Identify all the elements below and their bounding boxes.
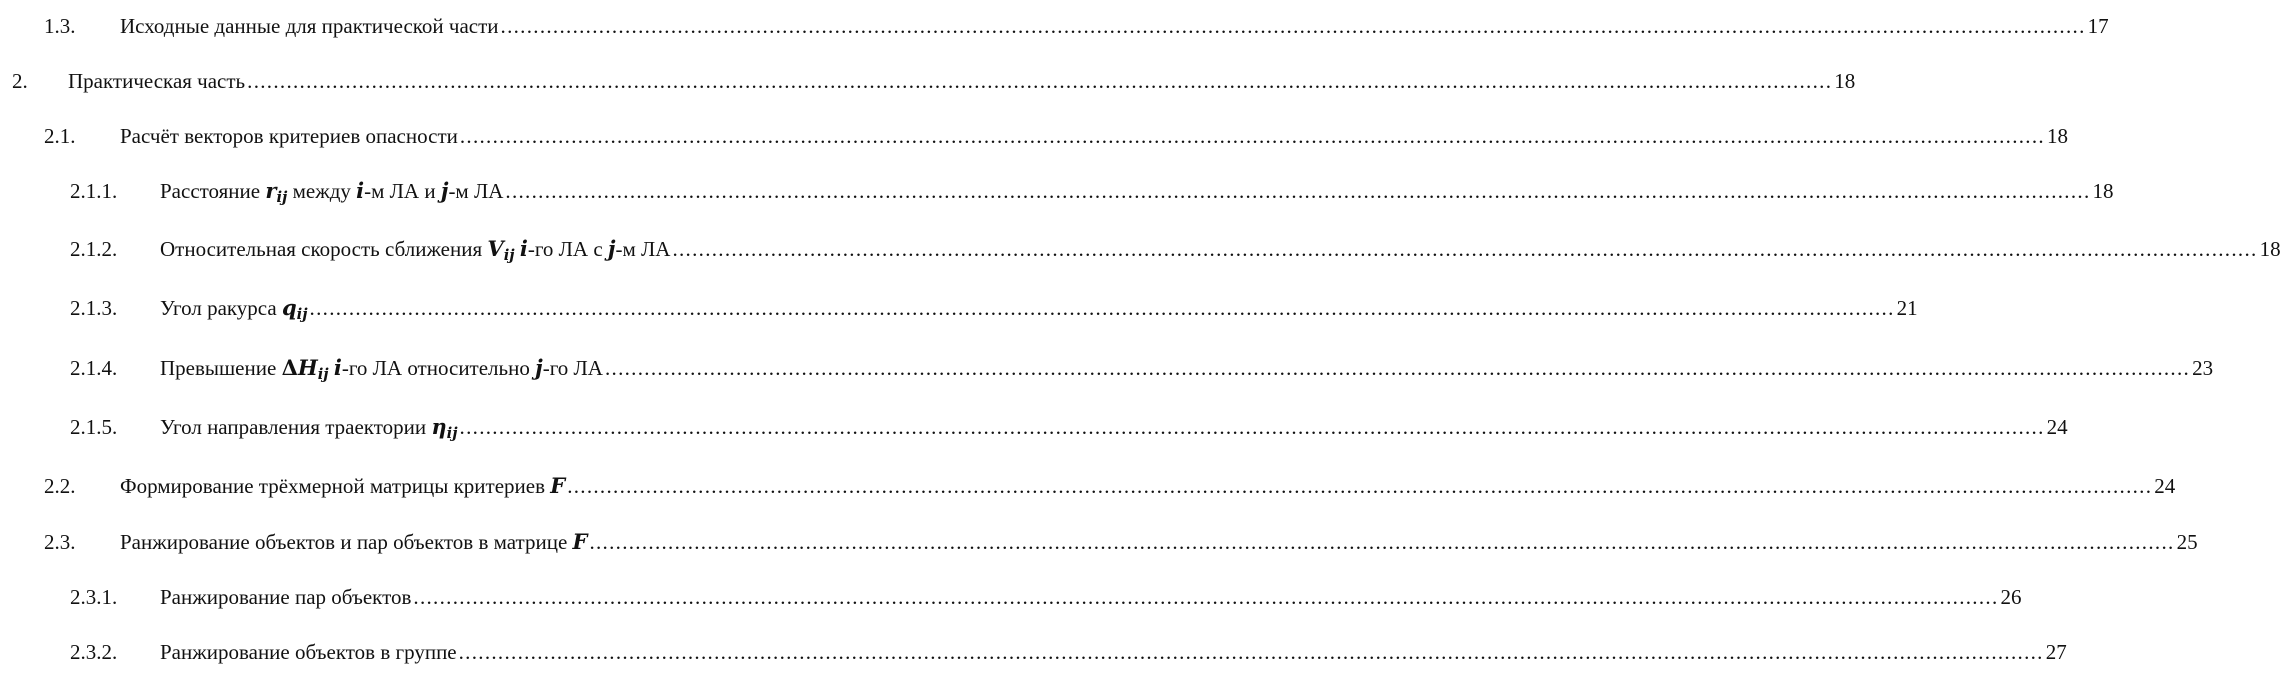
symbol-eta: η (431, 414, 447, 439)
toc-page-number: 18 (2046, 124, 2068, 148)
toc-entry-line (160, 407, 2068, 447)
title-text: Угол ракурса (160, 296, 282, 320)
title-text: -го ЛА (542, 356, 603, 380)
title-text: Относительная скорость сближения (160, 237, 488, 261)
symbol-subscript: ij (446, 425, 458, 443)
toc-section-title (160, 171, 503, 211)
toc-dot-leader: .................................................................................................................................................................................................................................................. (247, 69, 1833, 93)
toc-page-number: 23 (2192, 356, 2214, 380)
symbol-j: j (440, 178, 449, 203)
toc-row[interactable] (0, 229, 2281, 269)
symbol-delta: Δ (281, 355, 298, 380)
toc-page-number: 17 (2087, 14, 2109, 38)
symbol-h: H (297, 355, 318, 380)
toc-entry-line (160, 348, 2214, 388)
toc-entry-line (120, 6, 2109, 46)
toc-page-number: 18 (1834, 69, 1856, 93)
toc-entry-line (160, 229, 2281, 269)
symbol-i: i (356, 178, 365, 203)
toc-row[interactable] (0, 466, 2176, 506)
toc-dot-leader: .................................................................................................................................................................................................................................................. (309, 296, 1895, 320)
title-text: -м ЛА и (364, 179, 441, 203)
toc-dot-leader: .................................................................................................................................................................................................................................................. (589, 530, 2175, 554)
symbol-f: F (572, 529, 588, 554)
title-text: Формирование трёхмерной матрицы критериев (120, 474, 551, 498)
symbol-q: q (281, 295, 297, 320)
toc-section-number: 2.3.1. (70, 585, 118, 609)
symbol-subscript: ij (317, 366, 329, 384)
symbol-f: F (550, 473, 566, 498)
toc-entry-line (120, 116, 2068, 156)
toc-row[interactable] (0, 171, 2114, 211)
toc-page-number: 24 (2046, 415, 2068, 439)
toc-dot-leader: .................................................................................................................................................................................................................................................. (567, 474, 2153, 498)
toc-section-title: Исходные данные для практической части (120, 14, 499, 38)
toc-section-title (160, 348, 603, 388)
toc-dot-leader: .................................................................................................................................................................................................................................................. (458, 640, 2044, 664)
toc-row[interactable] (0, 6, 2109, 46)
toc-page-number: 27 (2045, 640, 2067, 664)
toc-section-number: 2.1. (44, 124, 76, 148)
toc-section-number: 2.1.4. (70, 356, 118, 380)
toc-row[interactable] (0, 116, 2068, 156)
toc-entry-line (160, 577, 2022, 617)
toc-page-number: 18 (2259, 237, 2281, 261)
toc-row[interactable] (0, 522, 2198, 562)
symbol-subscript: ij (503, 247, 515, 265)
symbol-r: r (265, 178, 277, 203)
toc-entry-line (120, 466, 2176, 506)
toc-entry-line (160, 288, 1918, 328)
toc-section-title (160, 229, 670, 269)
toc-section-title: Расчёт векторов критериев опасности (120, 124, 458, 148)
toc-entry-line (160, 632, 2067, 672)
toc-entry-line (68, 61, 1856, 101)
toc-dot-leader: .................................................................................................................................................................................................................................................. (604, 356, 2191, 380)
toc-row[interactable] (0, 348, 2214, 388)
toc-dot-leader: .................................................................................................................................................................................................................................................. (500, 14, 2086, 38)
symbol-j: j (607, 236, 616, 261)
toc-dot-leader: .................................................................................................................................................................................................................................................. (459, 124, 2045, 148)
symbol-subscript: ij (276, 189, 288, 207)
toc-section-title: Ранжирование объектов в группе (160, 640, 457, 664)
toc-section-title (160, 407, 458, 447)
symbol-v: V (487, 236, 504, 261)
toc-row[interactable] (0, 632, 2067, 672)
toc-section-number: 2.1.3. (70, 296, 118, 320)
toc-page-number: 25 (2176, 530, 2198, 554)
toc-section-number: 2.3. (44, 530, 76, 554)
symbol-i: i (519, 236, 528, 261)
toc-section-title (160, 288, 308, 328)
title-text: Расстояние (160, 179, 266, 203)
title-text: Превышение (160, 356, 282, 380)
title-text: между (287, 179, 357, 203)
toc-section-number: 2.3.2. (70, 640, 118, 664)
toc-page-number: 18 (2092, 179, 2114, 203)
toc-entry-line (120, 522, 2198, 562)
toc-dot-leader: .................................................................................................................................................................................................................................................. (413, 585, 1999, 609)
title-text: Ранжирование объектов и пар объектов в матрице (120, 530, 573, 554)
title-text: -м ЛА (448, 179, 504, 203)
toc-section-number: 2.2. (44, 474, 76, 498)
toc-row[interactable] (0, 577, 2022, 617)
toc-dot-leader: .................................................................................................................................................................................................................................................. (459, 415, 2045, 439)
toc-dot-leader: .................................................................................................................................................................................................................................................. (672, 237, 2258, 261)
toc-section-number: 2.1.5. (70, 415, 118, 439)
toc-page-number: 21 (1896, 296, 1918, 320)
title-text: -го ЛА относительно (341, 356, 536, 380)
toc-row[interactable] (0, 288, 1918, 328)
toc-dot-leader: .................................................................................................................................................................................................................................................. (505, 179, 2091, 203)
symbol-i: i (333, 355, 342, 380)
toc-page-number: 24 (2154, 474, 2176, 498)
toc-section-number: 1.3. (44, 14, 76, 38)
toc-section-title: Практическая часть (68, 69, 246, 93)
toc-section-number: 2. (12, 69, 28, 93)
toc-section-title (120, 466, 565, 506)
toc-entry-line (160, 171, 2114, 211)
toc-section-title: Ранжирование пар объектов (160, 585, 412, 609)
toc-section-number: 2.1.1. (70, 179, 118, 203)
title-text: -м ЛА (615, 237, 671, 261)
toc-page-number: 26 (2000, 585, 2022, 609)
title-text: -го ЛА с (527, 237, 608, 261)
toc-row[interactable] (0, 61, 1856, 101)
toc-section-number: 2.1.2. (70, 237, 118, 261)
symbol-subscript: ij (296, 306, 308, 324)
title-text: Угол направления траектории (160, 415, 432, 439)
toc-row[interactable] (0, 407, 2068, 447)
symbol-j: j (535, 355, 543, 380)
toc-section-title (120, 522, 587, 562)
